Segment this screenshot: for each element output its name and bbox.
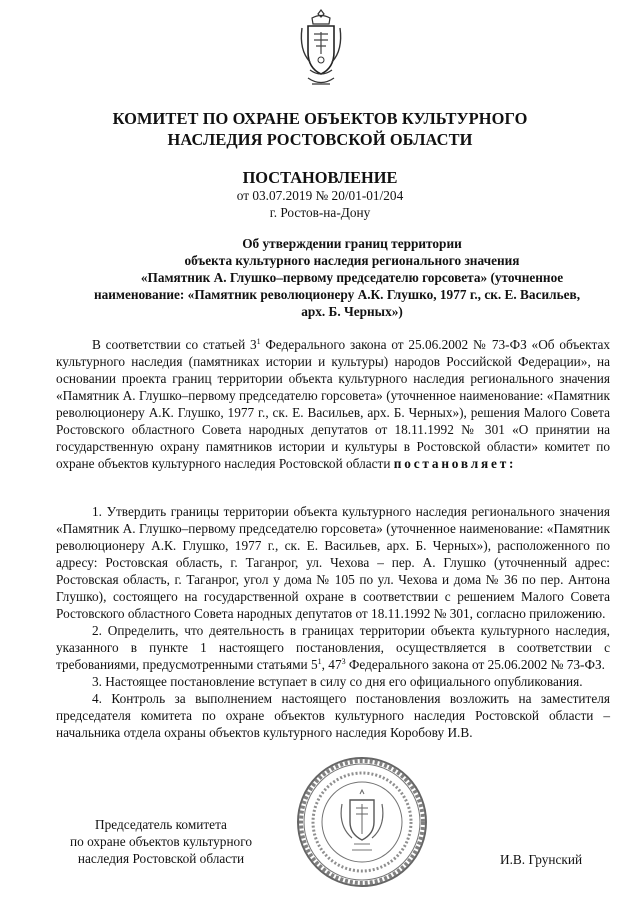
subject-line-4: наименование: «Памятник революционеру А.К. Глушко, 1977 г., ск. Е. Васильев, xyxy=(93,287,581,302)
preamble-paragraph xyxy=(56,336,610,472)
org-line-2: НАСЛЕДИЯ РОСТОВСКОЙ ОБЛАСТИ xyxy=(167,130,473,149)
item-4: 4. Контроль за выполнением настоящего постановления возложить на заместителя председателя комитета по охране объектов культурного наследия Ростовской области – начальника отдела охраны объектов культурного наследия Коробову И.В. xyxy=(56,691,610,740)
subject-line-5: арх. Б. Черных») xyxy=(301,304,403,319)
document-type: ПОСТАНОВЛЕНИЕ xyxy=(242,168,398,187)
organization-title xyxy=(0,108,640,150)
preamble-text-2: Федерального закона от 25.06.2002 № 73-ФЗ «Об объектах культурного наследия (памятниках истории и культуры) народов Российской Федерации», на основании проекта границ территории объекта культурного наследия регионального значения «Памятник А. Глушко–первому председателю горсовета» (уточненное наименование: «Памятник революционеру А.К. Глушко, 1977 г., ск. Е. Васильев, арх. Б. Черных»), решения Малого Совета Ростовского областного Совета народных депутатов от 18.11.1992 № 301 «О принятии на государственную охрану памятников истории и культуры в Ростовской области» комитет по охране объектов культурного наследия Ростовской области xyxy=(56,337,610,471)
signatory-title-line-1: Председатель комитета xyxy=(95,817,227,832)
signatory-title xyxy=(56,816,266,867)
item-2-text-3: Федерального закона от 25.06.2002 № 73-ФЗ. xyxy=(345,657,605,672)
preamble xyxy=(56,336,610,472)
item-2-sup-1: 1 xyxy=(317,657,322,666)
subject-line-3: «Памятник А. Глушко–первому председателю горсовета» (уточненное xyxy=(140,270,564,285)
item-2 xyxy=(56,622,610,673)
org-line-1: КОМИТЕТ ПО ОХРАНЕ ОБЪЕКТОВ КУЛЬТУРНОГО xyxy=(112,109,528,128)
signatory-title-line-3: наследия Ростовской области xyxy=(77,851,245,866)
document-subject xyxy=(92,235,612,320)
coat-of-arms-icon xyxy=(298,8,344,90)
item-2-text-1: 2. Определить, что деятельность в границах территории объекта культурного наследия, указанного в пункте 1 настоящего постановления, осуществляется в соответствии с требованиями, предусмотренными статьями 5 xyxy=(56,623,610,672)
subject-line-1: Об утверждении границ территории xyxy=(242,236,462,251)
item-1: 1. Утвердить границы территории объекта культурного наследия регионального значения «Памятник А. Глушко–первому председателю горсовета» (уточненное наименование: «Памятник революционеру А.К. Глушко, 1977 г., ск. Е. Васильев, арх. Б. Черных»), расположенного по адресу: Ростовская область, г. Таганрог, ул. Чехова – пер. А. Глушко (уточненный адрес: Ростовская область, г. Таганрог, угол у дома № 105 по ул. Чехова и дома № 36 по пер. Антона Глушко), состоящего на государственной охране в соответствии с решением Малого Совета Ростовского областного Совета народных депутатов от 18.11.1992 № 301, согласно приложению. xyxy=(56,504,610,621)
decree-word: постановляет: xyxy=(393,456,517,471)
official-seal-icon xyxy=(294,754,430,890)
signatory-title-line-2: по охране объектов культурного xyxy=(70,834,252,849)
item-2-text-2: , 47 xyxy=(321,657,342,672)
subject-line-2: объекта культурного наследия регионального значения xyxy=(184,253,520,268)
preamble-sup: 1 xyxy=(256,337,261,346)
item-3: 3. Настоящее постановление вступает в силу со дня его официального опубликования. xyxy=(92,674,583,689)
preamble-text-1: В соответствии со статьей 3 xyxy=(92,337,257,352)
document-meta xyxy=(0,187,640,221)
signatory-name: И.В. Грунский xyxy=(500,852,583,867)
document-city: г. Ростов-на-Дону xyxy=(269,205,371,220)
document-date-number: от 03.07.2019 № 20/01-01/204 xyxy=(236,188,404,203)
item-2-sup-2: 3 xyxy=(341,657,346,666)
resolution-items xyxy=(56,503,610,741)
